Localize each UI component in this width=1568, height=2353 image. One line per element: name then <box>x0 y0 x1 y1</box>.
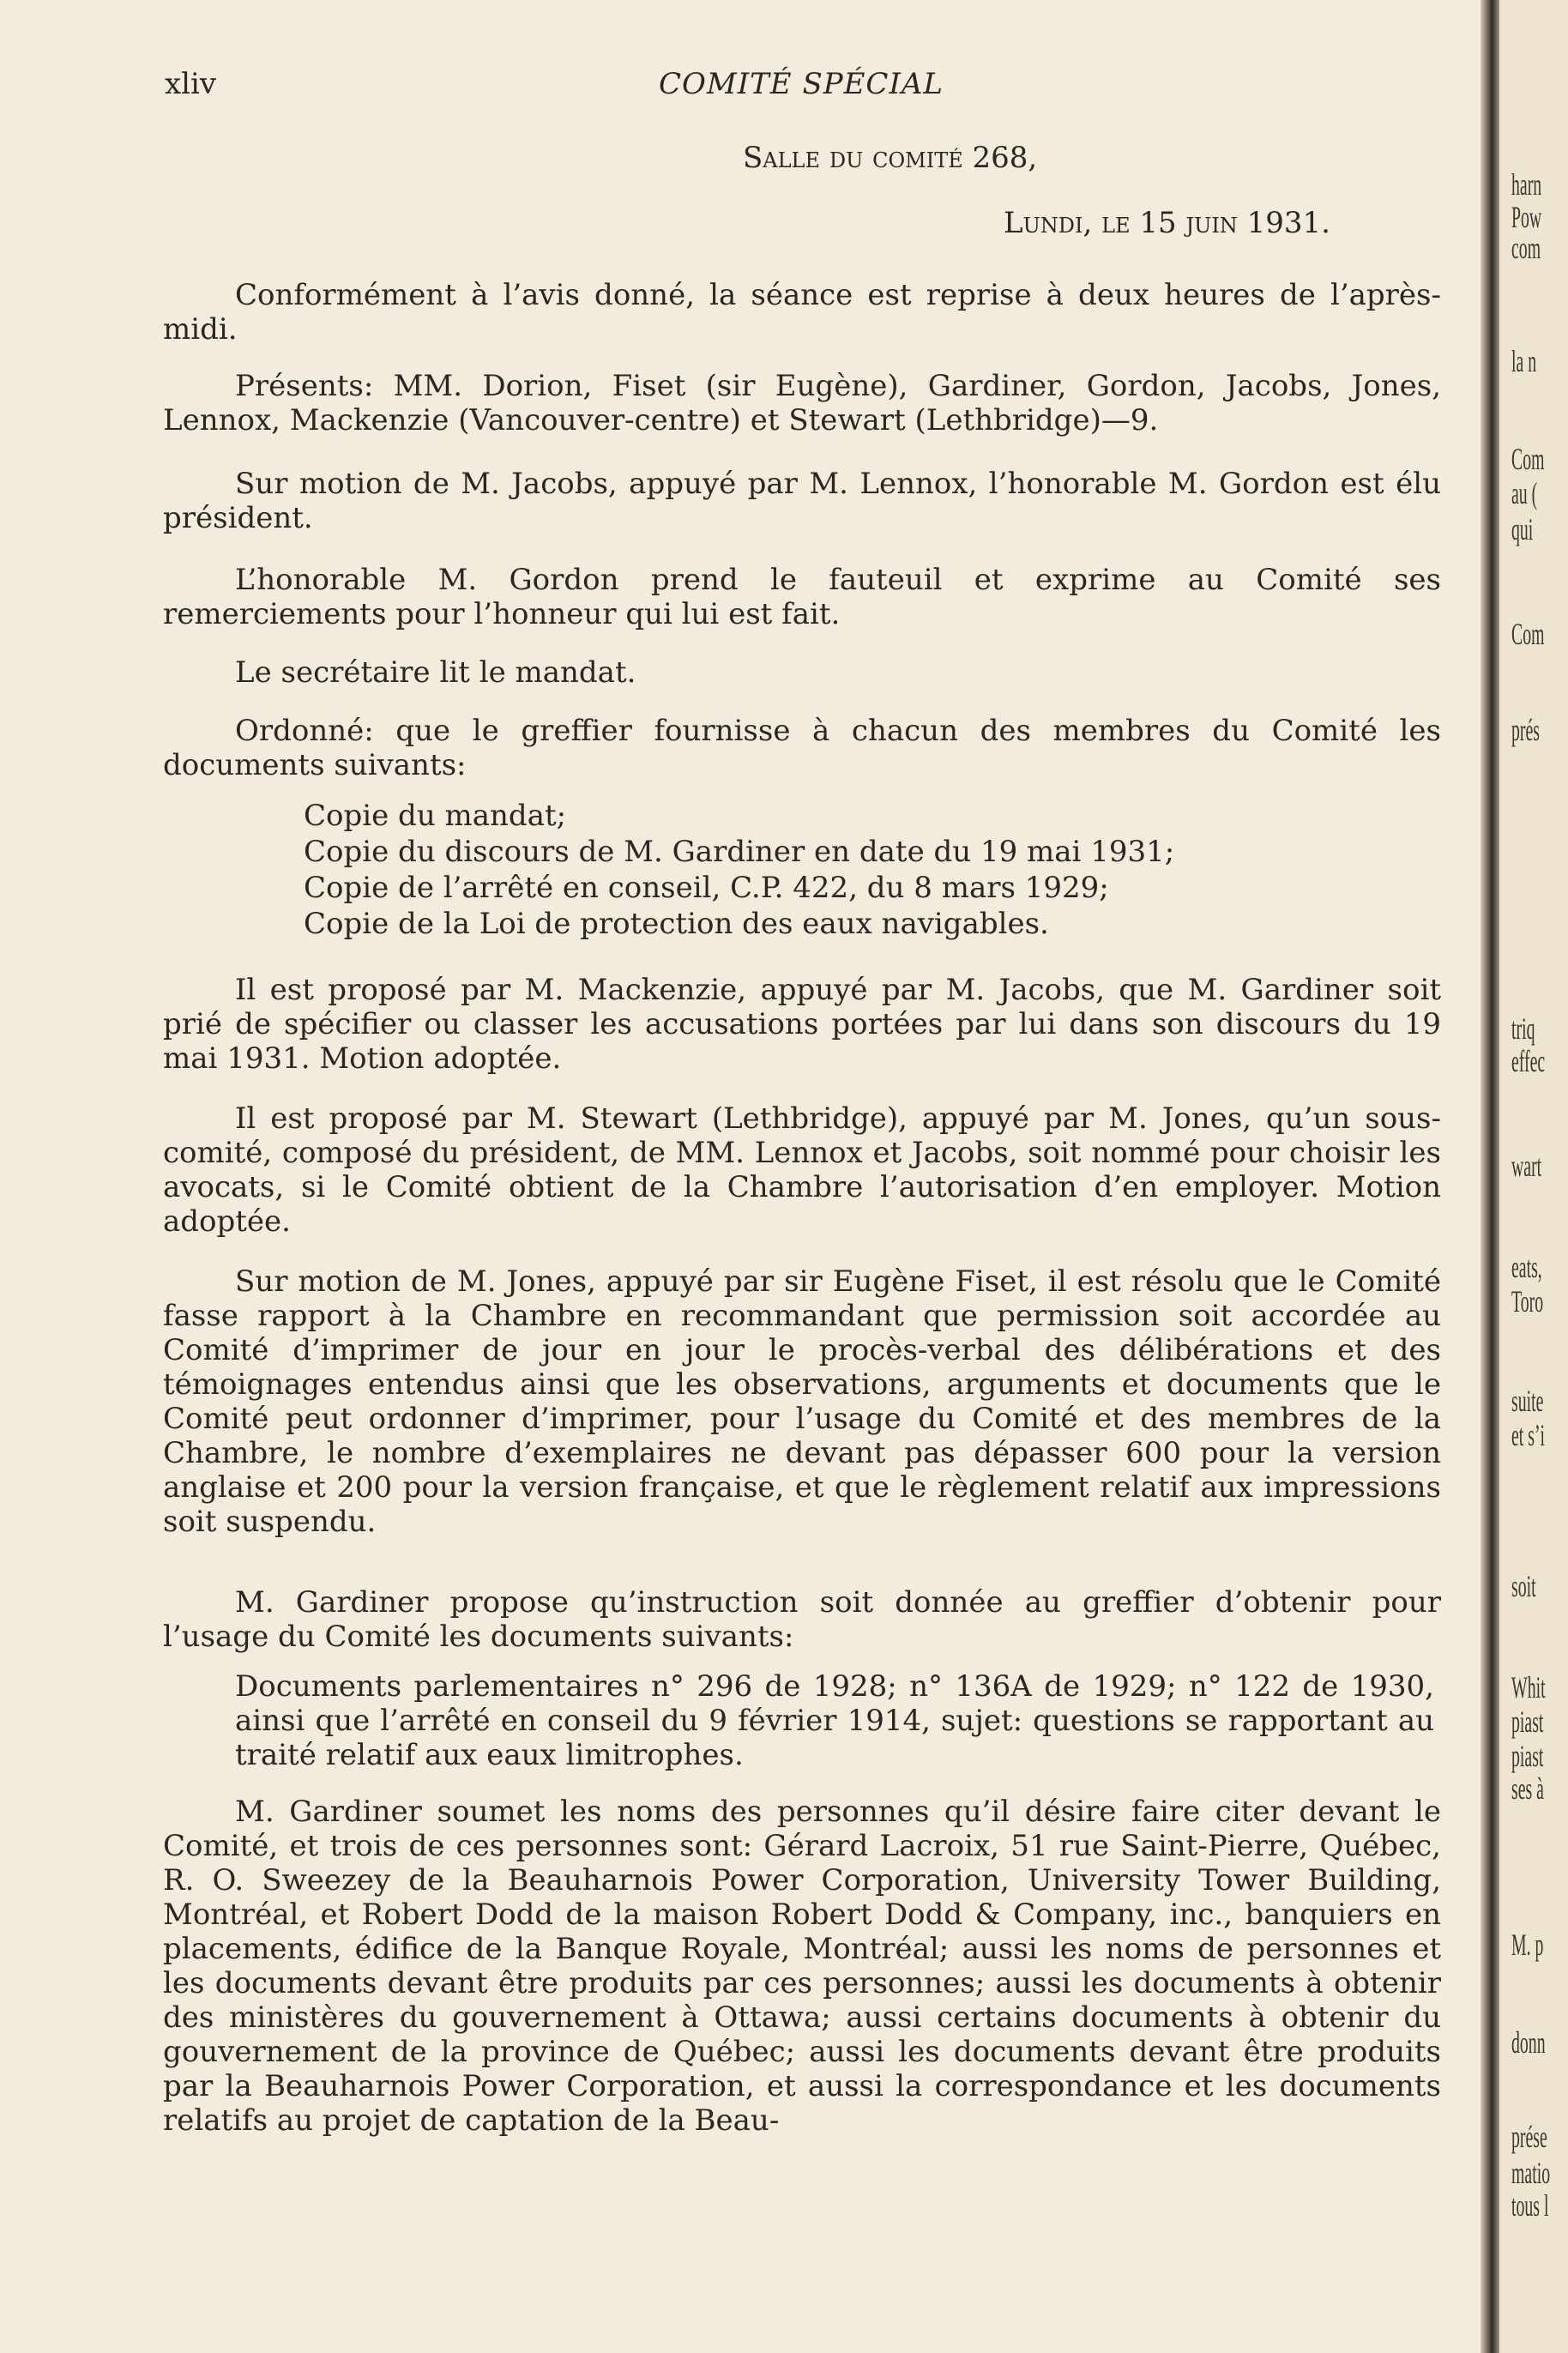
book-gutter <box>1481 0 1499 2353</box>
facing-text-fragment: donn <box>1511 2025 1546 2060</box>
paragraph-motion-jones: Sur motion de M. Jones, appuyé par sir Eugène Fiset, il est résolu que le Comité fasse rapport à la Chambre en recommandant que permission soit accordée au Comité d’imprimer de jour en jour le procès-verbal des délibérations et des témoignages entendus ainsi que les observations, arguments et documents que le Comité peut ordonner d’imprimer, pour l’usage du Comité et des membres de la Chambre, le nombre d’exemplaires ne devant pas dépasser 600 pour la version anglaise et 200 pour la version française, et que le règlement relatif aux impressions soit suspendu. <box>163 1264 1441 1539</box>
facing-page-edge <box>1499 0 1568 2353</box>
facing-text-fragment: suite <box>1511 1384 1544 1418</box>
paragraph-order: Ordonné: que le greffier fournisse à chacun des membres du Comité les documents suivants: <box>163 714 1441 782</box>
meeting-date: Lundi, le 15 juin 1931. <box>1004 206 1330 240</box>
paragraph-present-members: Présents: MM. Dorion, Fiset (sir Eugène), Gardiner, Gordon, Jacobs, Jones, Lennox, Mackenzie (Vancouver-centre) et Stewart (Lethbridge)—9. <box>163 369 1441 437</box>
paragraph-gardiner-proposal: M. Gardiner propose qu’instruction soit donnée au greffier d’obtenir pour l’usage du Comité les documents suivants: <box>163 1585 1441 1654</box>
facing-text-fragment: effec <box>1511 1044 1546 1078</box>
list-item: Copie du discours de M. Gardiner en date du 19 mai 1931; <box>304 835 1175 869</box>
list-item: Copie du mandat; <box>304 799 567 833</box>
facing-text-fragment: et s’i <box>1511 1418 1546 1452</box>
meeting-room: Salle du comité 268, <box>743 141 1038 175</box>
facing-text-fragment: qui <box>1511 512 1534 546</box>
paragraph-chair-elected: Sur motion de M. Jacobs, appuyé par M. Lennox, l’honorable M. Gordon est élu président. <box>163 467 1441 535</box>
paragraph-gardiner-witnesses: M. Gardiner soumet les noms des personnes qu’il désire faire citer devant le Comité, et trois de ces personnes sont: Gérard Lacroix, 51 rue Saint-Pierre, Québec, R. O. Sweezey de la Beauharnois Power Corporation, University Tower Building, Montréal, et Robert Dodd de la maison Robert Dodd & Company, inc., banquiers en placements, édifice de la Banque Royale, Montréal; aussi les noms de personnes et les documents devant être produits par ces personnes; aussi les documents à obtenir des ministères du gouvernement à Ottawa; aussi certains documents à obtenir du gouvernement de la province de Québec; aussi les documents devant être produits par la Beauharnois Power Corporation, et aussi la correspondance et les documents relatifs au projet de captation de la Beau- <box>163 1795 1441 2138</box>
facing-text-fragment: Pow <box>1511 200 1542 234</box>
facing-text-fragment: prés <box>1511 713 1540 747</box>
paragraph-chair-thanks: L’honorable M. Gordon prend le fauteuil et exprime au Comité ses remerciements pour l’honneur qui lui est fait. <box>163 563 1441 631</box>
paragraph-parliamentary-documents: Documents parlementaires n° 296 de 1928; n° 136A de 1929; n° 122 de 1930, ainsi que l’arrêté en conseil du 9 février 1914, sujet: questions se rapportant au traité relatif aux eaux limitrophes. <box>235 1669 1434 1772</box>
page-number: xliv <box>165 67 217 101</box>
facing-text-fragment: piast <box>1511 1704 1544 1739</box>
facing-text-fragment: prése <box>1511 2120 1547 2154</box>
facing-text-fragment: Com <box>1511 442 1545 476</box>
paragraph-motion-mackenzie: Il est proposé par M. Mackenzie, appuyé par M. Jacobs, que M. Gardiner soit prié de spécifier ou classer les accusations portées par lui dans son discours du 19 mai 1931. Motion adoptée. <box>163 973 1441 1076</box>
facing-text-fragment: triq <box>1511 1011 1535 1046</box>
facing-text-fragment: matio <box>1511 2156 1551 2190</box>
facing-text-fragment: Toro <box>1511 1284 1544 1318</box>
facing-text-fragment: Whit <box>1511 1670 1546 1704</box>
paragraph-motion-stewart: Il est proposé par M. Stewart (Lethbridge), appuyé par M. Jones, qu’un sous-comité, composé du président, de MM. Lennox et Jacobs, soit nommé pour choisir les avocats, si le Comité obtient de la Chambre l’autorisation d’en employer. Motion adoptée. <box>163 1101 1441 1239</box>
header-title: COMITÉ SPÉCIAL <box>659 67 944 101</box>
facing-text-fragment: Com <box>1511 617 1545 651</box>
facing-text-fragment: eats, <box>1511 1250 1542 1284</box>
list-item: Copie de la Loi de protection des eaux navigables. <box>304 907 1049 941</box>
facing-text-fragment: soit <box>1511 1569 1536 1603</box>
facing-text-fragment: com <box>1511 231 1541 265</box>
running-head <box>165 67 1407 110</box>
facing-text-fragment: wart <box>1511 1149 1542 1183</box>
documents-list <box>304 798 1174 942</box>
paragraph-opening: Conformément à l’avis donné, la séance est reprise à deux heures de l’après-midi. <box>163 278 1441 347</box>
facing-text-fragment: la n <box>1511 344 1537 378</box>
paragraph-mandate-read: Le secrétaire lit le mandat. <box>235 655 636 690</box>
facing-text-fragment: piast <box>1511 1739 1544 1773</box>
facing-text-fragment: tous l <box>1511 2188 1549 2223</box>
facing-text-fragment: harn <box>1511 167 1542 202</box>
facing-text-fragment: au ( <box>1511 476 1538 510</box>
facing-text-fragment: M. p <box>1511 1928 1544 1962</box>
facing-text-fragment: ses à <box>1511 1771 1544 1806</box>
list-item: Copie de l’arrêté en conseil, C.P. 422, du 8 mars 1929; <box>304 871 1109 905</box>
